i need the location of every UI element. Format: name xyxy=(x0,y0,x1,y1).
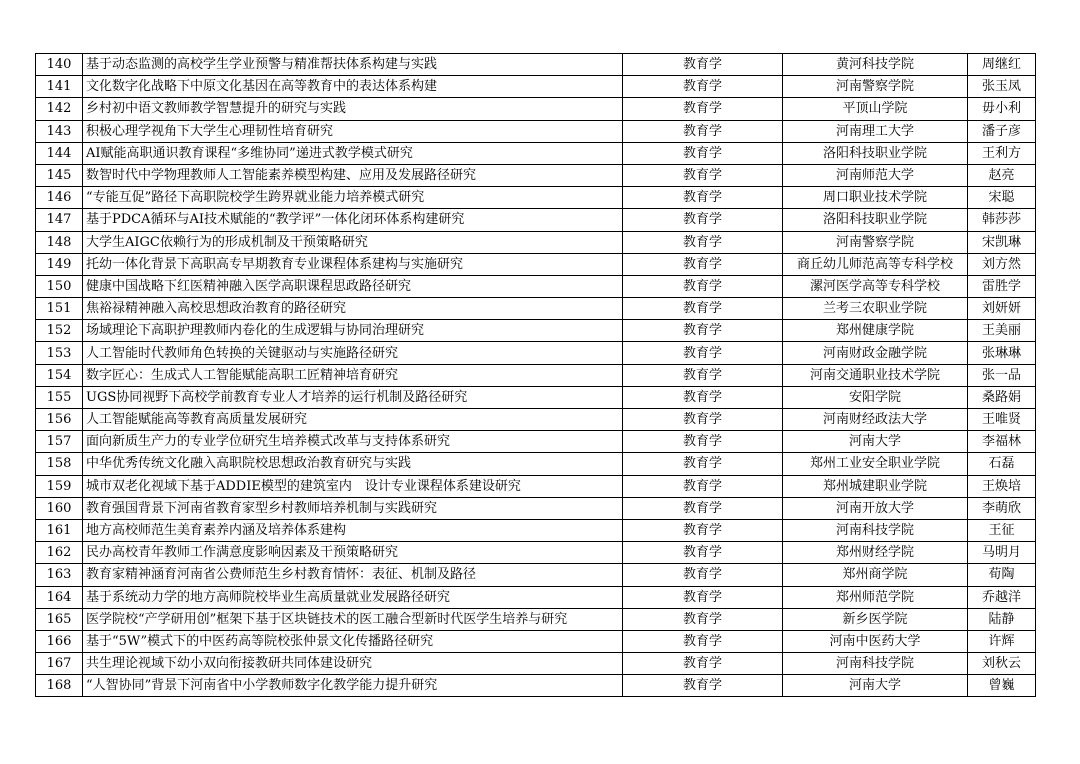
institution-cell: 河南警察学院 xyxy=(783,76,968,98)
institution-cell: 商丘幼儿师范高等专科学校 xyxy=(783,253,968,275)
table-row xyxy=(36,542,1036,564)
institution-cell: 郑州财经学院 xyxy=(783,542,968,564)
project-leader-cell: 韩莎莎 xyxy=(968,209,1036,231)
project-title-cell: 健康中国战略下红医精神融入医学高职课程思政路径研究 xyxy=(83,275,623,297)
row-number-cell: 162 xyxy=(36,542,83,564)
table-row xyxy=(36,120,1036,142)
discipline-cell: 教育学 xyxy=(623,431,783,453)
project-title-cell: “人智协同”背景下河南省中小学教师数字化教学能力提升研究 xyxy=(83,675,623,697)
institution-cell: 漯河医学高等专科学校 xyxy=(783,275,968,297)
discipline-cell: 教育学 xyxy=(623,142,783,164)
row-number-cell: 154 xyxy=(36,364,83,386)
table-row xyxy=(36,386,1036,408)
table-row xyxy=(36,231,1036,253)
project-title-cell: UGS协同视野下高校学前教育专业人才培养的运行机制及路径研究 xyxy=(83,386,623,408)
project-title-cell: 大学生AIGC依赖行为的形成机制及干预策略研究 xyxy=(83,231,623,253)
project-title-cell: 教育强国背景下河南省教育家型乡村教师培养机制与实践研究 xyxy=(83,497,623,519)
institution-cell: 郑州商学院 xyxy=(783,564,968,586)
institution-cell: 郑州健康学院 xyxy=(783,320,968,342)
project-title-cell: 基于PDCA循环与AI技术赋能的“教学评”一体化闭环体系构建研究 xyxy=(83,209,623,231)
table-row xyxy=(36,54,1036,76)
institution-cell: 河南开放大学 xyxy=(783,497,968,519)
row-number-cell: 148 xyxy=(36,231,83,253)
row-number-cell: 165 xyxy=(36,608,83,630)
row-number-cell: 156 xyxy=(36,409,83,431)
institution-cell: 黄河科技学院 xyxy=(783,54,968,76)
institution-cell: 河南大学 xyxy=(783,431,968,453)
institution-cell: 河南科技学院 xyxy=(783,519,968,541)
row-number-cell: 142 xyxy=(36,98,83,120)
table-row xyxy=(36,653,1036,675)
project-leader-cell: 宋凯琳 xyxy=(968,231,1036,253)
project-title-cell: 医学院校“产学研用创”框架下基于区块链技术的医工融合型新时代医学生培养与研究 xyxy=(83,608,623,630)
institution-cell: 洛阳科技职业学院 xyxy=(783,209,968,231)
project-title-cell: 人工智能赋能高等教育高质量发展研究 xyxy=(83,409,623,431)
project-title-cell: 文化数字化战略下中原文化基因在高等教育中的表达体系构建 xyxy=(83,76,623,98)
discipline-cell: 教育学 xyxy=(623,453,783,475)
discipline-cell: 教育学 xyxy=(623,54,783,76)
discipline-cell: 教育学 xyxy=(623,164,783,186)
table-row xyxy=(36,475,1036,497)
discipline-cell: 教育学 xyxy=(623,519,783,541)
project-title-cell: 乡村初中语文教师教学智慧提升的研究与实践 xyxy=(83,98,623,120)
discipline-cell: 教育学 xyxy=(623,364,783,386)
project-leader-cell: 王征 xyxy=(968,519,1036,541)
project-title-cell: 焦裕禄精神融入高校思想政治教育的路径研究 xyxy=(83,298,623,320)
project-leader-cell: 王利方 xyxy=(968,142,1036,164)
discipline-cell: 教育学 xyxy=(623,675,783,697)
row-number-cell: 145 xyxy=(36,164,83,186)
row-number-cell: 161 xyxy=(36,519,83,541)
row-number-cell: 150 xyxy=(36,275,83,297)
table-row xyxy=(36,675,1036,697)
project-title-cell: 基于系统动力学的地方高师院校毕业生高质量就业发展路径研究 xyxy=(83,586,623,608)
discipline-cell: 教育学 xyxy=(623,98,783,120)
institution-cell: 河南理工大学 xyxy=(783,120,968,142)
table-row xyxy=(36,519,1036,541)
institution-cell: 河南科技学院 xyxy=(783,653,968,675)
project-title-cell: 共生理论视域下幼小双向衔接教研共同体建设研究 xyxy=(83,653,623,675)
institution-cell: 河南财政金融学院 xyxy=(783,342,968,364)
discipline-cell: 教育学 xyxy=(623,564,783,586)
row-number-cell: 152 xyxy=(36,320,83,342)
institution-cell: 郑州城建职业学院 xyxy=(783,475,968,497)
project-leader-cell: 石磊 xyxy=(968,453,1036,475)
project-leader-cell: 曾巍 xyxy=(968,675,1036,697)
table-row xyxy=(36,564,1036,586)
project-leader-cell: 刘秋云 xyxy=(968,653,1036,675)
project-leader-cell: 李萌欣 xyxy=(968,497,1036,519)
row-number-cell: 158 xyxy=(36,453,83,475)
discipline-cell: 教育学 xyxy=(623,187,783,209)
project-leader-cell: 许辉 xyxy=(968,630,1036,652)
table-row xyxy=(36,253,1036,275)
discipline-cell: 教育学 xyxy=(623,209,783,231)
project-title-cell: 基于动态监测的高校学生学业预警与精准帮扶体系构建与实践 xyxy=(83,54,623,76)
project-leader-cell: 刘妍妍 xyxy=(968,298,1036,320)
project-leader-cell: 陆静 xyxy=(968,608,1036,630)
institution-cell: 河南交通职业技术学院 xyxy=(783,364,968,386)
table-row xyxy=(36,608,1036,630)
project-leader-cell: 乔越洋 xyxy=(968,586,1036,608)
institution-cell: 洛阳科技职业学院 xyxy=(783,142,968,164)
table-row xyxy=(36,187,1036,209)
project-leader-cell: 赵亮 xyxy=(968,164,1036,186)
institution-cell: 河南警察学院 xyxy=(783,231,968,253)
project-leader-cell: 李福林 xyxy=(968,431,1036,453)
table-row xyxy=(36,209,1036,231)
table-row xyxy=(36,342,1036,364)
table-row xyxy=(36,142,1036,164)
table-row xyxy=(36,586,1036,608)
project-title-cell: 中华优秀传统文化融入高职院校思想政治教育研究与实践 xyxy=(83,453,623,475)
project-title-cell: 托幼一体化背景下高职高专早期教育专业课程体系建构与实施研究 xyxy=(83,253,623,275)
project-leader-cell: 张一品 xyxy=(968,364,1036,386)
discipline-cell: 教育学 xyxy=(623,275,783,297)
table-row xyxy=(36,630,1036,652)
row-number-cell: 163 xyxy=(36,564,83,586)
institution-cell: 新乡医学院 xyxy=(783,608,968,630)
project-leader-cell: 毋小利 xyxy=(968,98,1036,120)
discipline-cell: 教育学 xyxy=(623,342,783,364)
institution-cell: 河南师范大学 xyxy=(783,164,968,186)
project-title-cell: 面向新质生产力的专业学位研究生培养模式改革与支持体系研究 xyxy=(83,431,623,453)
row-number-cell: 166 xyxy=(36,630,83,652)
project-title-cell: “专能互促”路径下高职院校学生跨界就业能力培养模式研究 xyxy=(83,187,623,209)
institution-cell: 郑州工业安全职业学院 xyxy=(783,453,968,475)
table-row xyxy=(36,98,1036,120)
row-number-cell: 167 xyxy=(36,653,83,675)
discipline-cell: 教育学 xyxy=(623,320,783,342)
project-leader-cell: 潘子彦 xyxy=(968,120,1036,142)
project-title-cell: AI赋能高职通识教育课程“多维协同”递进式教学模式研究 xyxy=(83,142,623,164)
table-row xyxy=(36,298,1036,320)
discipline-cell: 教育学 xyxy=(623,253,783,275)
table-row xyxy=(36,497,1036,519)
row-number-cell: 146 xyxy=(36,187,83,209)
discipline-cell: 教育学 xyxy=(623,120,783,142)
discipline-cell: 教育学 xyxy=(623,409,783,431)
row-number-cell: 147 xyxy=(36,209,83,231)
project-list-table xyxy=(35,53,1036,697)
project-leader-cell: 王焕培 xyxy=(968,475,1036,497)
discipline-cell: 教育学 xyxy=(623,76,783,98)
table-row xyxy=(36,320,1036,342)
table-row xyxy=(36,76,1036,98)
institution-cell: 平顶山学院 xyxy=(783,98,968,120)
project-title-cell: 数字匠心：生成式人工智能赋能高职工匠精神培育研究 xyxy=(83,364,623,386)
table-row xyxy=(36,409,1036,431)
discipline-cell: 教育学 xyxy=(623,497,783,519)
row-number-cell: 144 xyxy=(36,142,83,164)
project-leader-cell: 桑路娟 xyxy=(968,386,1036,408)
table-row xyxy=(36,275,1036,297)
project-title-cell: 教育家精神涵育河南省公费师范生乡村教育情怀：表征、机制及路径 xyxy=(83,564,623,586)
discipline-cell: 教育学 xyxy=(623,386,783,408)
discipline-cell: 教育学 xyxy=(623,542,783,564)
institution-cell: 河南大学 xyxy=(783,675,968,697)
row-number-cell: 151 xyxy=(36,298,83,320)
institution-cell: 郑州师范学院 xyxy=(783,586,968,608)
table-row xyxy=(36,364,1036,386)
project-leader-cell: 雷胜学 xyxy=(968,275,1036,297)
project-leader-cell: 王唯贤 xyxy=(968,409,1036,431)
project-leader-cell: 王美丽 xyxy=(968,320,1036,342)
discipline-cell: 教育学 xyxy=(623,586,783,608)
project-title-cell: 场域理论下高职护理教师内卷化的生成逻辑与协同治理研究 xyxy=(83,320,623,342)
project-title-cell: 人工智能时代教师角色转换的关键驱动与实施路径研究 xyxy=(83,342,623,364)
project-leader-cell: 宋聪 xyxy=(968,187,1036,209)
discipline-cell: 教育学 xyxy=(623,298,783,320)
discipline-cell: 教育学 xyxy=(623,608,783,630)
institution-cell: 河南财经政法大学 xyxy=(783,409,968,431)
institution-cell: 安阳学院 xyxy=(783,386,968,408)
row-number-cell: 143 xyxy=(36,120,83,142)
project-leader-cell: 周继红 xyxy=(968,54,1036,76)
table-row xyxy=(36,453,1036,475)
row-number-cell: 159 xyxy=(36,475,83,497)
project-title-cell: 基于“5W”模式下的中医药高等院校张仲景文化传播路径研究 xyxy=(83,630,623,652)
discipline-cell: 教育学 xyxy=(623,630,783,652)
row-number-cell: 153 xyxy=(36,342,83,364)
discipline-cell: 教育学 xyxy=(623,653,783,675)
project-leader-cell: 荀陶 xyxy=(968,564,1036,586)
discipline-cell: 教育学 xyxy=(623,231,783,253)
row-number-cell: 149 xyxy=(36,253,83,275)
project-title-cell: 城市双老化视域下基于ADDIE模型的建筑室内 设计专业课程体系建设研究 xyxy=(83,475,623,497)
table-body xyxy=(36,54,1036,697)
row-number-cell: 141 xyxy=(36,76,83,98)
table-row xyxy=(36,431,1036,453)
row-number-cell: 164 xyxy=(36,586,83,608)
project-leader-cell: 马明月 xyxy=(968,542,1036,564)
row-number-cell: 160 xyxy=(36,497,83,519)
row-number-cell: 168 xyxy=(36,675,83,697)
project-title-cell: 积极心理学视角下大学生心理韧性培育研究 xyxy=(83,120,623,142)
institution-cell: 兰考三农职业学院 xyxy=(783,298,968,320)
project-leader-cell: 刘方然 xyxy=(968,253,1036,275)
row-number-cell: 157 xyxy=(36,431,83,453)
discipline-cell: 教育学 xyxy=(623,475,783,497)
project-leader-cell: 张琳琳 xyxy=(968,342,1036,364)
project-leader-cell: 张玉凤 xyxy=(968,76,1036,98)
row-number-cell: 155 xyxy=(36,386,83,408)
project-title-cell: 地方高校师范生美育素养内涵及培养体系建构 xyxy=(83,519,623,541)
row-number-cell: 140 xyxy=(36,54,83,76)
project-title-cell: 民办高校青年教师工作满意度影响因素及干预策略研究 xyxy=(83,542,623,564)
table-row xyxy=(36,164,1036,186)
institution-cell: 河南中医药大学 xyxy=(783,630,968,652)
institution-cell: 周口职业技术学院 xyxy=(783,187,968,209)
project-title-cell: 数智时代中学物理教师人工智能素养模型构建、应用及发展路径研究 xyxy=(83,164,623,186)
